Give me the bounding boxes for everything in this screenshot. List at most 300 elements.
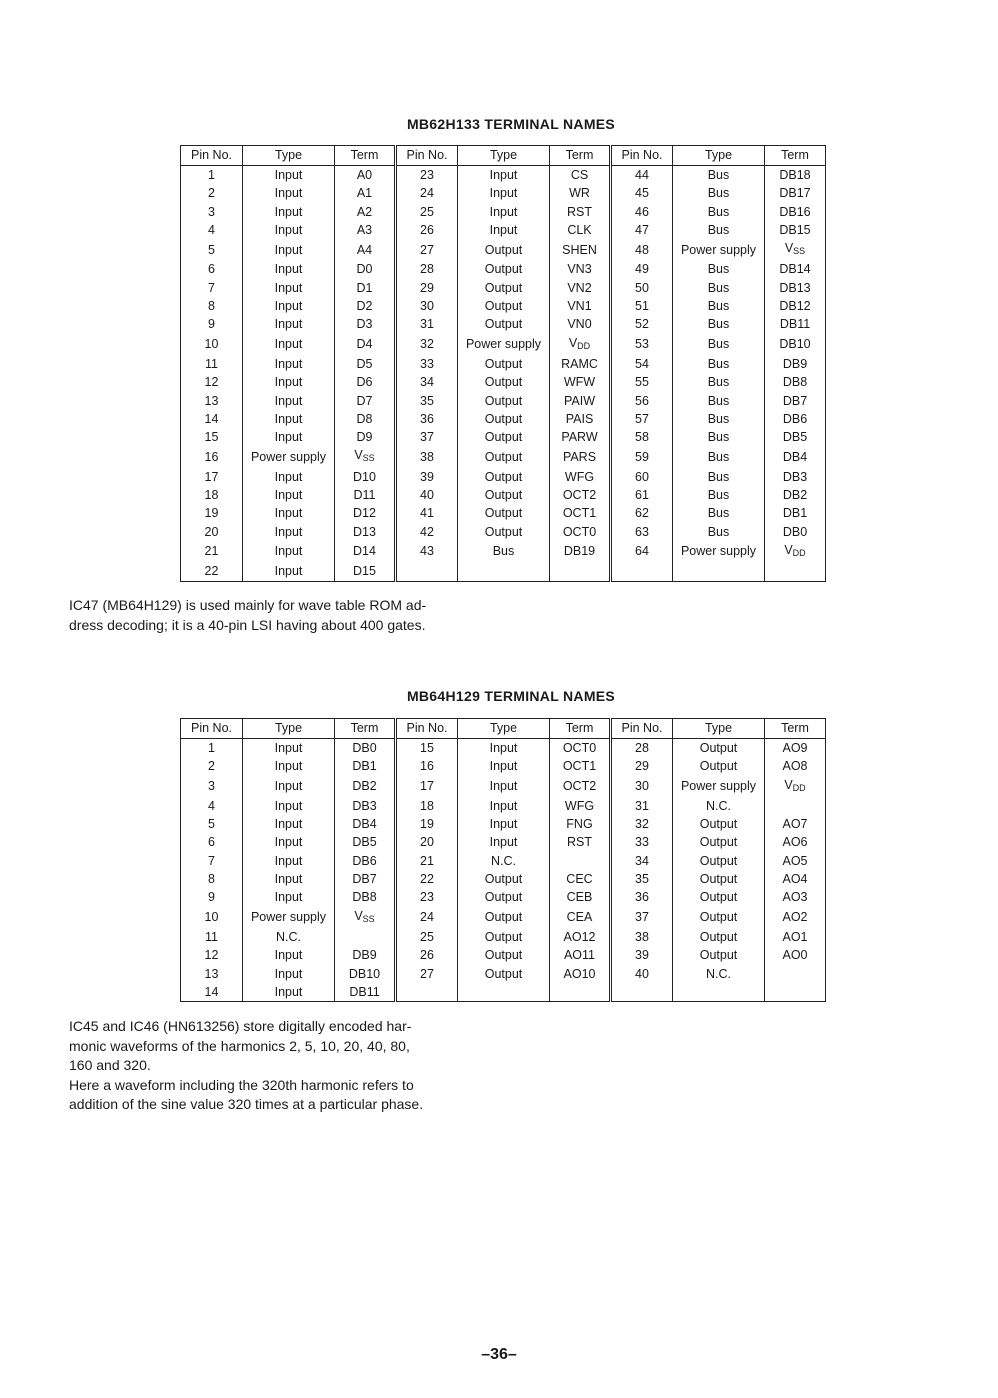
table-cell: D7: [335, 392, 396, 410]
table-cell: [396, 562, 458, 581]
table-cell: Bus: [673, 184, 765, 202]
table-cell: DB15: [765, 221, 826, 239]
table-cell: VN0: [550, 315, 611, 333]
table-cell: AO5: [765, 852, 826, 870]
table-row: [181, 410, 826, 428]
table-cell: AO0: [765, 946, 826, 964]
column-header: Type: [458, 719, 550, 739]
table-cell: 32: [611, 815, 673, 833]
table-cell: 38: [396, 446, 458, 467]
paragraph-line: dress decoding; it is a 40-pin LSI having about 400 gates.: [69, 616, 426, 633]
table-cell: Input: [458, 184, 550, 202]
table-cell: 23: [396, 888, 458, 906]
table-cell: 18: [396, 797, 458, 815]
table-cell: Bus: [673, 428, 765, 446]
table-cell: DB14: [765, 260, 826, 278]
table-cell: Output: [458, 468, 550, 486]
table-cell: Bus: [458, 541, 550, 562]
table-cell: Input: [458, 776, 550, 797]
table-cell: $V_{DD}$: [765, 541, 826, 562]
table-cell: Bus: [673, 203, 765, 221]
table-row: [181, 239, 826, 260]
table-row: [181, 852, 826, 870]
table-cell: AO4: [765, 870, 826, 888]
table-cell: 57: [611, 410, 673, 428]
table-row: [181, 928, 826, 946]
table-cell: 25: [396, 928, 458, 946]
table-cell: [673, 562, 765, 581]
table-cell: 17: [396, 776, 458, 797]
table-cell: Output: [458, 504, 550, 522]
table-cell: [611, 562, 673, 581]
column-header: Term: [550, 719, 611, 739]
table-cell: DB9: [765, 355, 826, 373]
table-cell: Power supply: [243, 446, 335, 467]
table-cell: 31: [611, 797, 673, 815]
table-cell: Output: [458, 907, 550, 928]
column-header: Pin No.: [181, 146, 243, 166]
table-cell: DB6: [765, 410, 826, 428]
table-cell: AO6: [765, 833, 826, 851]
table-cell: VN3: [550, 260, 611, 278]
table-cell: DB8: [335, 888, 396, 906]
table-cell: Input: [243, 166, 335, 185]
table-cell: 26: [396, 946, 458, 964]
table-cell: Input: [243, 260, 335, 278]
table-cell: DB16: [765, 203, 826, 221]
table-cell: 7: [181, 279, 243, 297]
table-cell: DB12: [765, 297, 826, 315]
table-cell: 27: [396, 239, 458, 260]
table-cell: DB5: [765, 428, 826, 446]
table-cell: 59: [611, 446, 673, 467]
page-number: –36–: [481, 1346, 517, 1363]
table-cell: Bus: [673, 504, 765, 522]
table-cell: 39: [396, 468, 458, 486]
table-cell: 64: [611, 541, 673, 562]
paragraph-line: monic waveforms of the harmonics 2, 5, 10, 20, 40, 80,: [69, 1037, 410, 1054]
table-cell: [550, 983, 611, 1002]
table-cell: DB3: [765, 468, 826, 486]
table-cell: Output: [458, 239, 550, 260]
table-row: [181, 315, 826, 333]
column-header: Type: [673, 719, 765, 739]
table-cell: 16: [181, 446, 243, 467]
table-cell: Input: [243, 504, 335, 522]
table-row: [181, 833, 826, 851]
paragraph-line: Here a waveform including the 320th harmonic refers to: [69, 1076, 414, 1093]
table-cell: DB9: [335, 946, 396, 964]
table-cell: 34: [396, 373, 458, 391]
table-row: [181, 776, 826, 797]
table-cell: $V_{SS}$: [765, 239, 826, 260]
table-row: [181, 279, 826, 297]
table-row: [181, 221, 826, 239]
table-cell: Input: [458, 797, 550, 815]
table-cell: [765, 965, 826, 983]
table-cell: OCT2: [550, 486, 611, 504]
table-cell: N.C.: [243, 928, 335, 946]
table-cell: WFG: [550, 468, 611, 486]
table-cell: Input: [458, 221, 550, 239]
table-cell: 22: [181, 562, 243, 581]
table-cell: Input: [243, 797, 335, 815]
table-row: [181, 504, 826, 522]
table-cell: 28: [396, 260, 458, 278]
table-row: [181, 297, 826, 315]
table-cell: 12: [181, 946, 243, 964]
table-cell: SHEN: [550, 239, 611, 260]
paragraph-line: IC47 (MB64H129) is used mainly for wave table ROM ad-: [69, 597, 427, 613]
table-cell: AO1: [765, 928, 826, 946]
table-cell: D13: [335, 523, 396, 541]
table-cell: AO2: [765, 907, 826, 928]
table-cell: Power supply: [673, 239, 765, 260]
table-cell: DB0: [335, 739, 396, 758]
table-cell: 5: [181, 815, 243, 833]
table-cell: Output: [458, 870, 550, 888]
table-cell: $V_{SS}$: [335, 907, 396, 928]
table-cell: Input: [243, 239, 335, 260]
table-cell: Input: [243, 315, 335, 333]
table-cell: CEA: [550, 907, 611, 928]
table-cell: DB2: [765, 486, 826, 504]
table-cell: Input: [243, 523, 335, 541]
table-cell: Input: [458, 203, 550, 221]
table-cell: Input: [243, 815, 335, 833]
table-cell: VN1: [550, 297, 611, 315]
table-cell: Input: [458, 815, 550, 833]
table-cell: A2: [335, 203, 396, 221]
table-row: [181, 965, 826, 983]
table-cell: Input: [243, 184, 335, 202]
table-cell: 11: [181, 928, 243, 946]
table-row: [181, 541, 826, 562]
table-cell: Input: [243, 468, 335, 486]
table-cell: 45: [611, 184, 673, 202]
table-cell: 62: [611, 504, 673, 522]
table-cell: 19: [181, 504, 243, 522]
column-header: Pin No.: [396, 719, 458, 739]
table-row: [181, 428, 826, 446]
table-cell: VN2: [550, 279, 611, 297]
table-cell: 46: [611, 203, 673, 221]
table-cell: [550, 852, 611, 870]
table-cell: 40: [396, 486, 458, 504]
table-cell: AO9: [765, 739, 826, 758]
table-cell: PARS: [550, 446, 611, 467]
table-cell: DB2: [335, 776, 396, 797]
table-cell: 17: [181, 468, 243, 486]
paragraph-ic47: [69, 596, 484, 635]
table-cell: 49: [611, 260, 673, 278]
table-row: [181, 392, 826, 410]
table-cell: DB6: [335, 852, 396, 870]
table-cell: PAIW: [550, 392, 611, 410]
table-cell: 13: [181, 392, 243, 410]
table-cell: Input: [243, 965, 335, 983]
column-header: Type: [243, 146, 335, 166]
table-cell: AO8: [765, 757, 826, 775]
table-cell: Bus: [673, 373, 765, 391]
table-cell: Bus: [673, 468, 765, 486]
table-row: [181, 203, 826, 221]
table-cell: CLK: [550, 221, 611, 239]
table-cell: Bus: [673, 334, 765, 355]
table-cell: Bus: [673, 486, 765, 504]
table-cell: DB3: [335, 797, 396, 815]
table-cell: 2: [181, 184, 243, 202]
table-cell: D8: [335, 410, 396, 428]
table-cell: 53: [611, 334, 673, 355]
table-cell: 20: [181, 523, 243, 541]
table-cell: 41: [396, 504, 458, 522]
table-cell: 26: [396, 221, 458, 239]
table-cell: AO3: [765, 888, 826, 906]
table-cell: 10: [181, 907, 243, 928]
paragraph-ic45-ic46: [69, 1017, 484, 1115]
table-cell: PARW: [550, 428, 611, 446]
table-row: [181, 355, 826, 373]
table-header-row: [181, 146, 826, 166]
table-cell: CS: [550, 166, 611, 185]
table-cell: 16: [396, 757, 458, 775]
table-cell: Output: [458, 946, 550, 964]
table-cell: Power supply: [458, 334, 550, 355]
table-cell: Input: [243, 334, 335, 355]
table-cell: 44: [611, 166, 673, 185]
table-cell: Input: [243, 983, 335, 1002]
table-cell: A3: [335, 221, 396, 239]
table-cell: 8: [181, 297, 243, 315]
table-cell: Output: [673, 946, 765, 964]
table-cell: D10: [335, 468, 396, 486]
column-header: Type: [673, 146, 765, 166]
table-cell: Bus: [673, 297, 765, 315]
column-header: Term: [335, 719, 396, 739]
table-cell: 11: [181, 355, 243, 373]
table-cell: DB8: [765, 373, 826, 391]
table-cell: 3: [181, 776, 243, 797]
table-cell: 12: [181, 373, 243, 391]
table-cell: Output: [673, 907, 765, 928]
table-cell: 51: [611, 297, 673, 315]
table-cell: Power supply: [243, 907, 335, 928]
table-cell: 61: [611, 486, 673, 504]
table-cell: 55: [611, 373, 673, 391]
table-cell: Output: [673, 739, 765, 758]
table-cell: CEC: [550, 870, 611, 888]
table-row: [181, 797, 826, 815]
table-cell: 2: [181, 757, 243, 775]
table-cell: Output: [458, 446, 550, 467]
table-cell: Bus: [673, 315, 765, 333]
table-cell: Bus: [673, 410, 765, 428]
table-cell: OCT1: [550, 757, 611, 775]
table-cell: 9: [181, 888, 243, 906]
table-row: [181, 562, 826, 581]
column-header: Pin No.: [611, 146, 673, 166]
table-cell: D11: [335, 486, 396, 504]
table-cell: Input: [243, 392, 335, 410]
table-cell: 6: [181, 260, 243, 278]
table-cell: $V_{SS}$: [335, 446, 396, 467]
table-row: [181, 757, 826, 775]
table-cell: Output: [673, 852, 765, 870]
table-cell: 19: [396, 815, 458, 833]
table-cell: 21: [181, 541, 243, 562]
table-cell: DB17: [765, 184, 826, 202]
table-cell: DB7: [765, 392, 826, 410]
table-cell: 33: [611, 833, 673, 851]
table-cell: Input: [243, 355, 335, 373]
table-cell: [765, 797, 826, 815]
table-cell: 37: [611, 907, 673, 928]
table-cell: Power supply: [673, 776, 765, 797]
column-header: Type: [243, 719, 335, 739]
table-cell: A4: [335, 239, 396, 260]
table-row: [181, 486, 826, 504]
table-cell: 6: [181, 833, 243, 851]
table-cell: Output: [673, 870, 765, 888]
table-cell: Input: [243, 410, 335, 428]
table-cell: [673, 983, 765, 1002]
table-cell: Output: [458, 928, 550, 946]
table-cell: 40: [611, 965, 673, 983]
table-cell: RAMC: [550, 355, 611, 373]
table-cell: [611, 983, 673, 1002]
table-cell: FNG: [550, 815, 611, 833]
table-cell: N.C.: [458, 852, 550, 870]
table-cell: D9: [335, 428, 396, 446]
table-cell: Output: [673, 815, 765, 833]
table-cell: DB4: [335, 815, 396, 833]
table-cell: Input: [243, 428, 335, 446]
table-cell: Output: [458, 279, 550, 297]
table-cell: [765, 983, 826, 1002]
table-cell: A0: [335, 166, 396, 185]
table-cell: 32: [396, 334, 458, 355]
table-cell: 35: [611, 870, 673, 888]
table-row: [181, 870, 826, 888]
table-header-row: [181, 719, 826, 739]
table-cell: 33: [396, 355, 458, 373]
table-row: [181, 946, 826, 964]
table-cell: $V_{DD}$: [765, 776, 826, 797]
table-cell: 30: [396, 297, 458, 315]
table-cell: 36: [611, 888, 673, 906]
table-row: [181, 334, 826, 355]
table-cell: DB11: [335, 983, 396, 1002]
table-cell: 15: [181, 428, 243, 446]
paragraph-line: 160 and 320.: [69, 1057, 151, 1073]
table-row: [181, 184, 826, 202]
table-cell: Bus: [673, 260, 765, 278]
table-cell: 31: [396, 315, 458, 333]
table-cell: Input: [243, 279, 335, 297]
table-cell: Output: [673, 928, 765, 946]
table-cell: DB4: [765, 446, 826, 467]
table-cell: Input: [243, 297, 335, 315]
table-cell: Input: [458, 166, 550, 185]
table-cell: Input: [243, 852, 335, 870]
table-cell: D15: [335, 562, 396, 581]
table-cell: AO12: [550, 928, 611, 946]
table-cell: Output: [458, 373, 550, 391]
table-cell: D2: [335, 297, 396, 315]
table-cell: D4: [335, 334, 396, 355]
table-cell: AO7: [765, 815, 826, 833]
table-row: [181, 373, 826, 391]
table-cell: 13: [181, 965, 243, 983]
column-header: Term: [765, 146, 826, 166]
table-cell: DB19: [550, 541, 611, 562]
table-cell: 24: [396, 184, 458, 202]
table1-title: MB62H133 TERMINAL NAMES: [406, 116, 616, 132]
table-cell: [396, 983, 458, 1002]
table-cell: Bus: [673, 392, 765, 410]
table-cell: OCT2: [550, 776, 611, 797]
table-cell: [335, 928, 396, 946]
table-cell: Output: [673, 888, 765, 906]
table-cell: Bus: [673, 446, 765, 467]
table-cell: Bus: [673, 221, 765, 239]
table-cell: 30: [611, 776, 673, 797]
table-cell: Input: [243, 870, 335, 888]
table-cell: 3: [181, 203, 243, 221]
table-cell: 58: [611, 428, 673, 446]
table-cell: WFW: [550, 373, 611, 391]
table-cell: Output: [458, 888, 550, 906]
paragraph-line: addition of the sine value 320 times at a particular phase.: [69, 1096, 424, 1112]
table-cell: Bus: [673, 166, 765, 185]
table-cell: OCT0: [550, 739, 611, 758]
table-row: [181, 260, 826, 278]
table-cell: Bus: [673, 523, 765, 541]
table-cell: Output: [458, 297, 550, 315]
table-cell: [765, 562, 826, 581]
table-cell: AO10: [550, 965, 611, 983]
column-header: Term: [550, 146, 611, 166]
table-cell: 50: [611, 279, 673, 297]
table2-title: MB64H129 TERMINAL NAMES: [406, 688, 616, 704]
table-cell: 54: [611, 355, 673, 373]
table-cell: 4: [181, 221, 243, 239]
table-cell: 48: [611, 239, 673, 260]
table-cell: 36: [396, 410, 458, 428]
table-cell: Bus: [673, 279, 765, 297]
table-cell: Bus: [673, 355, 765, 373]
table-cell: 24: [396, 907, 458, 928]
table-cell: 52: [611, 315, 673, 333]
column-header: Term: [335, 146, 396, 166]
table-cell: 8: [181, 870, 243, 888]
table-cell: 10: [181, 334, 243, 355]
table-cell: 20: [396, 833, 458, 851]
table-cell: D12: [335, 504, 396, 522]
table-cell: Output: [458, 410, 550, 428]
table-cell: 15: [396, 739, 458, 758]
table-cell: WFG: [550, 797, 611, 815]
table-cell: N.C.: [673, 965, 765, 983]
table-cell: Input: [243, 203, 335, 221]
table-cell: 1: [181, 166, 243, 185]
table-cell: DB10: [765, 334, 826, 355]
table-cell: Output: [673, 833, 765, 851]
table-row: [181, 983, 826, 1002]
table-cell: WR: [550, 184, 611, 202]
table-cell: DB1: [765, 504, 826, 522]
